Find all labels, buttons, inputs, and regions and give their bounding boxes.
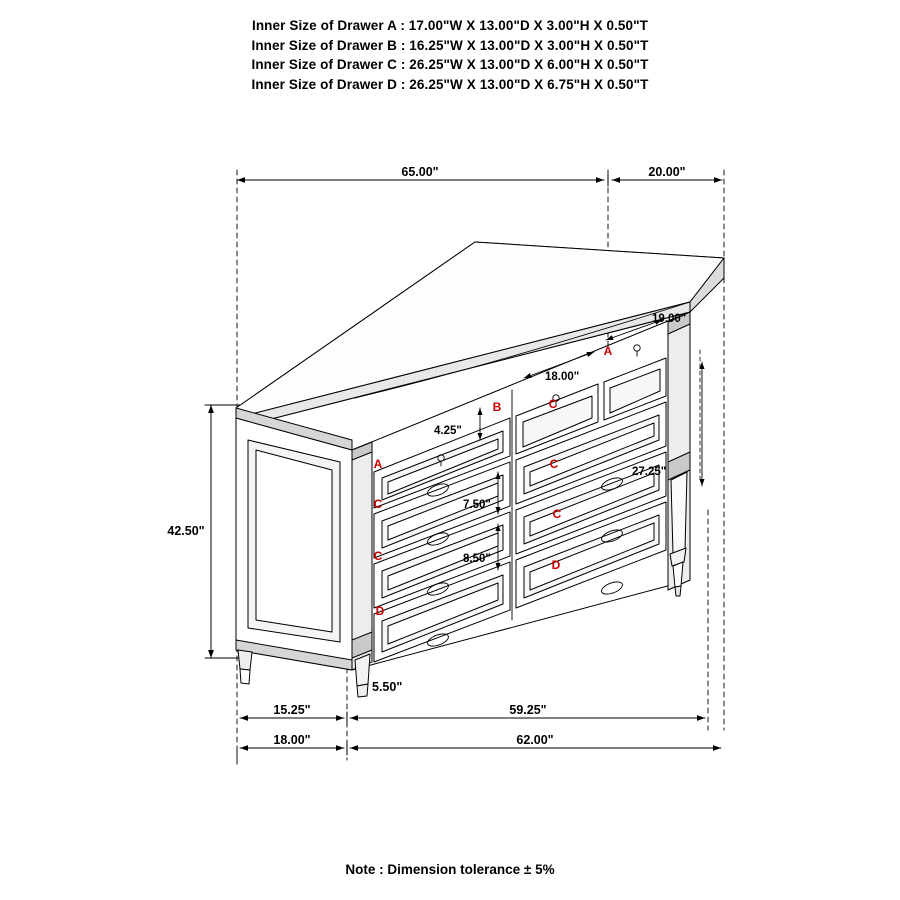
dim-height-left: 42.50" [167,524,205,538]
dim-base-right-outer: 62.00" [516,733,554,747]
dim-leg-height: 5.50" [372,680,403,694]
drawer-spec-a: Inner Size of Drawer A : 17.00"W X 13.00"D X 3.00"H X 0.50"T [251,18,648,33]
drawer-label-front-top-right-a: A [603,344,613,358]
dim-base-left-outer: 18.00" [273,733,311,747]
dim-base-right: 59.25" [509,703,547,717]
dim-drawer-c-height: 7.50" [463,499,491,511]
drawer-label-left-1: A [373,457,383,471]
dimension-tolerance-note: Note : Dimension tolerance ± 5% [345,862,555,877]
drawer-spec-d: Inner Size of Drawer D : 26.25"W X 13.00"D X 6.75"H X 0.50"T [251,76,649,92]
drawer-label-front-top-b: B [492,400,502,414]
dim-drawer-b-width: 18.00" [545,371,580,383]
dresser-technical-drawing [0,150,900,830]
drawer-label-right-3: D [551,558,561,572]
drawer-label-left-2: C [373,497,383,511]
drawer-spec-block [0,16,900,94]
drawer-label-left-3: C [373,549,383,563]
dim-drawer-block-height: 27.25" [632,466,667,478]
drawer-label-left-4: D [375,604,385,618]
drawer-spec-b: Inner Size of Drawer B : 16.25"W X 13.00"D X 3.00"H X 0.50"T [251,37,649,53]
dim-drawer-a-width: 19.00" [652,313,687,325]
dim-drawer-d-height: 8.50" [463,553,491,565]
dim-top-width: 65.00" [401,165,439,179]
dim-top-depth: 20.00" [648,165,686,179]
dim-base-left: 15.25" [273,703,311,717]
drawer-spec-c: Inner Size of Drawer C : 26.25"W X 13.00"D X 6.00"H X 0.50"T [251,57,649,72]
dim-drawer-a-height: 4.25" [434,425,462,437]
drawer-label-right-2: C [552,507,562,521]
drawer-label-front-top-c: C [548,397,558,411]
drawer-label-right-1: C [549,457,559,471]
